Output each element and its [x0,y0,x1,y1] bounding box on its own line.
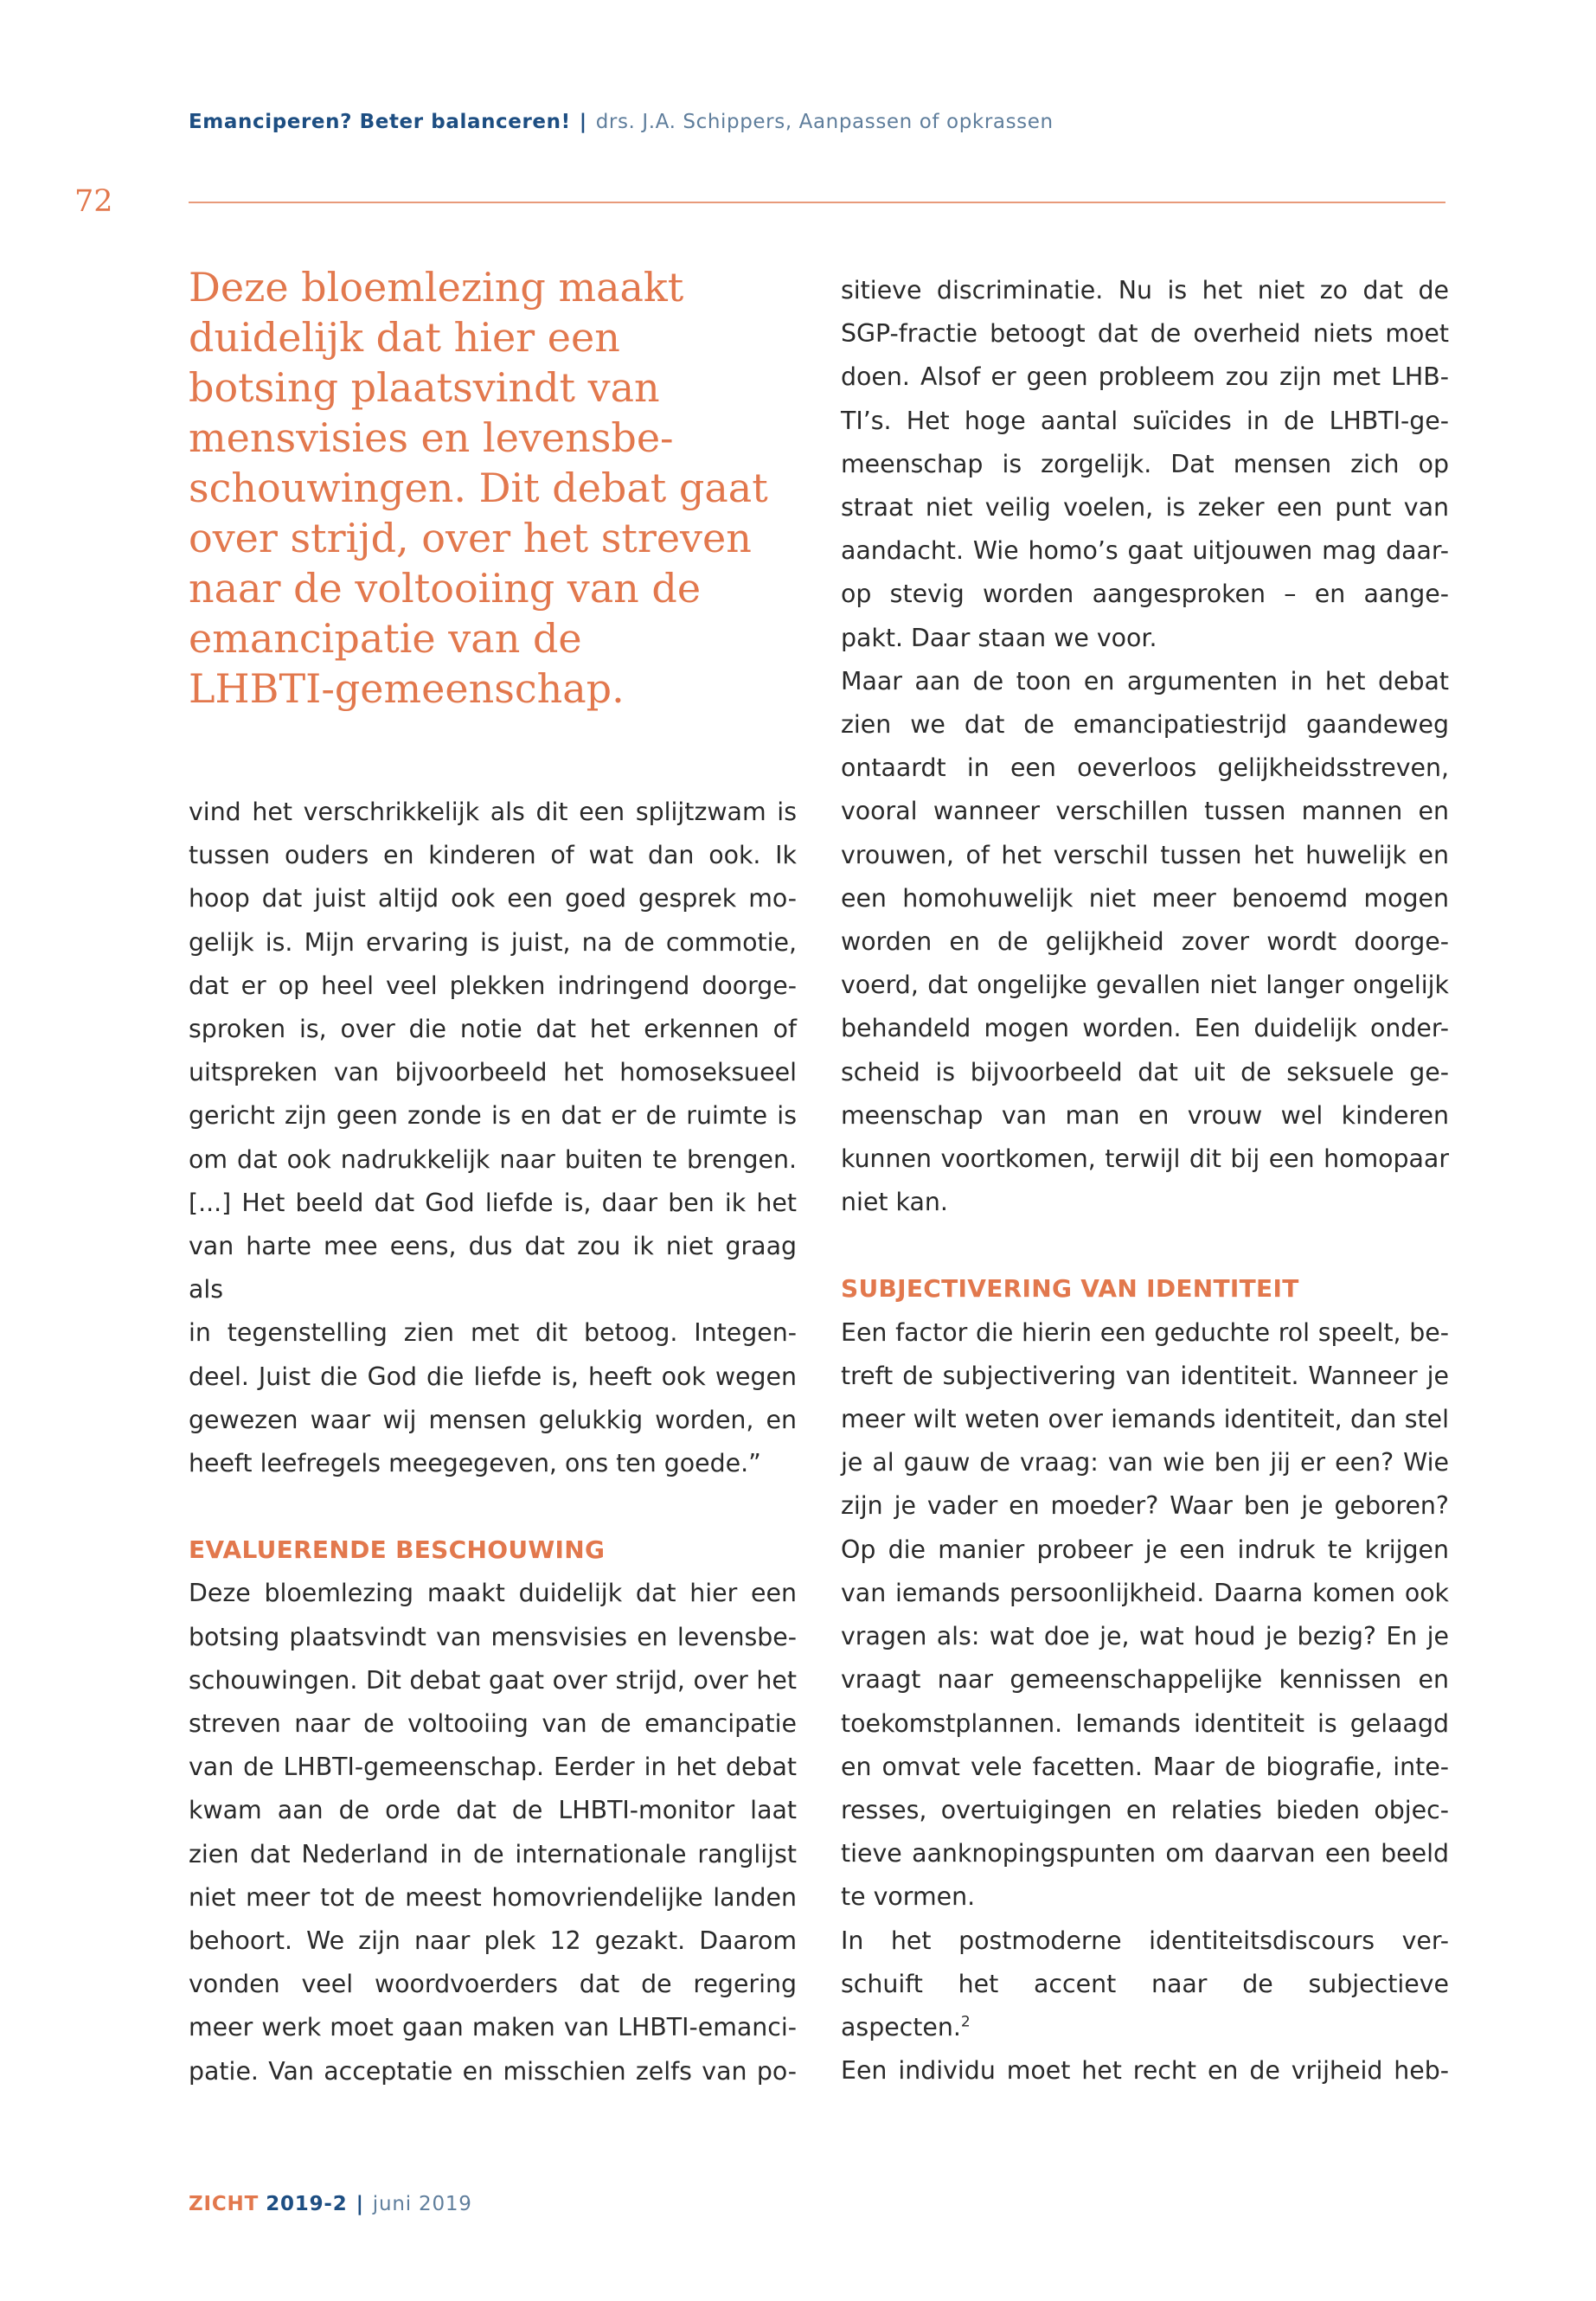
text-line: vooral wanneer verschillen tussen mannen en [841,797,1449,826]
text-line: van iemands persoonlijkheid. Daarna komen ook [841,1578,1449,1607]
text-line: Maar aan de toon en argumenten in het debat [841,666,1449,695]
pull-quote-line: botsing plaatsvindt van [189,364,660,411]
author-article: drs. J.A. Schippers, Aanpassen of opkrassen [595,111,1054,133]
text-line: deel. Juist die God die liefde is, heeft ook wegen [189,1362,797,1391]
text-line: zien dat Nederland in de internationale ranglijst [189,1839,797,1868]
text-line: meer werk moet gaan maken van LHBTI-emanci- [189,2013,797,2042]
text-line: kwam aan de orde dat de LHBTI-monitor laat [189,1796,797,1825]
series-title: Emanciperen? Beter balanceren! [189,111,571,133]
pull-quote [189,262,811,714]
text-line: Een individu moet het recht en de vrijheid heb- [841,2056,1449,2086]
paragraph [841,1920,1449,2093]
text-line: om dat ook nadrukkelijk naar buiten te brengen. [189,1144,797,1174]
text-line: van de LHBTI-gemeenschap. Eerder in het debat [189,1753,797,1782]
left-column [189,791,797,2093]
text-line-with-footnote [841,1963,1449,2049]
section-paragraph [189,1572,797,2093]
pull-quote-line: schouwingen. Dit debat gaat [189,465,768,511]
text-line: patie. Van acceptatie en misschien zelfs van po- [189,2056,797,2086]
text-line: te vormen. [841,1882,976,1912]
header-separator: | [579,111,587,133]
issue-number: 2019-2 [266,2193,348,2215]
footnote-ref[interactable]: 2 [960,2013,971,2031]
text-line: vraagt naar gemeenschappelijke kennissen en [841,1665,1449,1695]
paragraph [841,660,1449,1225]
paragraph [841,269,1449,660]
text-line: schouwingen. Dit debat gaat over strijd, over het [189,1665,797,1695]
text-line: treft de subjectivering van identiteit. Wanneer je [841,1361,1449,1390]
text-line: resses, overtuigingen en relaties bieden objec- [841,1795,1449,1824]
pull-quote-line: duidelijk dat hier een [189,314,620,361]
text-line: ontaardt in een oeverloos gelijkheidsstreven, [841,753,1449,783]
text-line: straat niet veilig voelen, is zeker een punt van [841,493,1449,522]
text-line: op stevig worden aangesproken – en aange- [841,580,1449,609]
text-line: Een factor die hierin een geduchte rol speelt, be- [841,1317,1449,1347]
pull-quote-line: naar de voltooiing van de [189,565,702,612]
quoted-statement [189,791,797,1485]
pull-quote-line: emancipatie van de [189,615,582,662]
pull-quote-line: over strijd, over het streven [189,515,752,561]
issue-date: juni 2019 [372,2193,472,2215]
text-line: Op die manier probeer je een indruk te krijgen [841,1535,1449,1564]
pull-quote-line: LHBTI-gemeenschap. [189,665,625,712]
text-line: dat er op heel veel plekken indringend doorge- [189,971,797,1000]
text-line: een homohuwelijk niet meer benoemd mogen [841,883,1449,913]
text-line: voerd, dat ongelijke gevallen niet langer ongelijk [841,971,1449,1000]
text-line: Deze bloemlezing maakt duidelijk dat hier een [189,1579,797,1608]
right-column [841,269,1449,2093]
text-line: gelijk is. Mijn ervaring is juist, na de commotie, [189,927,797,957]
text-line: niet kan. [841,1188,948,1217]
text-line: heeft leefregels meegegeven, ons ten goede.” [189,1449,761,1478]
section-heading-subjectivering-van-identiteit: SUBJECTIVERING VAN IDENTITEIT [841,1274,1299,1304]
text-line: en omvat vele facetten. Maar de biografie, inte- [841,1752,1449,1781]
text-segment: schuift het accent naar de subjectieve aspecten. [841,1969,1449,2041]
text-line: uitspreken van bijvoorbeeld het homoseksueel [189,1058,797,1087]
paragraph [841,1311,1449,1920]
text-line: behoort. We zijn naar plek 12 gezakt. Daarom [189,1926,797,1956]
text-line: behandeld mogen worden. Een duidelijk onder- [841,1014,1449,1043]
text-line: vrouwen, of het verschil tussen het huwelijk en [841,840,1449,869]
text-line: sproken is, over die notie dat het erkennen of [189,1015,797,1044]
text-line: kunnen voortkomen, terwijl dit bij een homopaar [841,1144,1449,1174]
text-line: zien we dat de emancipatiestrijd gaandeweg [841,710,1449,740]
text-line: van harte mee eens, dus dat zou ik niet graag als [189,1232,797,1304]
page-number: 72 [74,184,113,219]
text-line: tussen ouders en kinderen of wat dan ook. Ik [189,841,797,870]
text-line: worden en de gelijkheid zover wordt doorge- [841,927,1449,957]
text-line: zijn je vader en moeder? Waar ben je geboren? [841,1491,1449,1521]
text-line: gewezen waar wij mensen gelukkig worden, en [189,1405,797,1434]
text-line: in tegenstelling zien met dit betoog. Integen- [189,1318,797,1348]
text-line: SGP-fractie betoogt dat de overheid niets moet [841,319,1449,349]
text-line: pakt. Daar staan we voor. [841,623,1157,652]
text-line: hoop dat juist altijd ook een goed gesprek mo- [189,884,797,913]
text-line: vonden veel woordvoerders dat de regering [189,1970,797,1999]
magazine-name: ZICHT [189,2193,260,2215]
text-line: vind het verschrikkelijk als dit een splijtzwam is [189,798,797,826]
text-line: doen. Alsof er geen probleem zou zijn met LHB- [841,362,1449,392]
text-line: aandacht. Wie homo’s gaat uitjouwen mag daar- [841,536,1449,566]
text-line: meer wilt weten over iemands identiteit, dan stel [841,1405,1449,1434]
text-line: scheid is bijvoorbeeld dat uit de seksuele ge- [841,1057,1449,1086]
text-line: meenschap is zorgelijk. Dat mensen zich op [841,449,1449,478]
text-line: streven naar de voltooiing van de emancipatie [189,1709,797,1739]
text-line: niet meer tot de meest homovriendelijke landen [189,1882,797,1912]
header-divider [189,202,1445,203]
text-line: sitieve discriminatie. Nu is het niet zo dat de [841,276,1449,304]
text-line: TI’s. Het hoge aantal suïcides in de LHBTI-ge- [841,406,1449,435]
text-line: gericht zijn geen zonde is en dat er de ruimte is [189,1101,797,1131]
spacer [189,1485,797,1529]
section-heading-evaluerende-beschouwing: EVALUERENDE BESCHOUWING [189,1535,606,1565]
text-line: je al gauw de vraag: van wie ben jij er een? Wie [841,1448,1449,1477]
pull-quote-line: Deze bloemlezing maakt [189,264,684,311]
text-line: [...] Het beeld dat God liefde is, daar ben ik het [189,1188,797,1217]
page-footer [189,2193,472,2215]
footer-separator: | [356,2193,364,2215]
text-line: vragen als: wat doe je, wat houd je bezig? En je [841,1622,1449,1651]
text-line: toekomstplannen. Iemands identiteit is gelaagd [841,1708,1449,1738]
running-header [189,111,1054,133]
pull-quote-line: mensvisies en levensbe- [189,414,674,461]
spacer [841,1224,1449,1267]
text-line: In het postmoderne identiteitsdiscours ver- [841,1926,1449,1955]
text-line: meenschap van man en vrouw wel kinderen [841,1100,1449,1130]
text-line: tieve aanknopingspunten om daarvan een beeld [841,1839,1449,1868]
text-line: botsing plaatsvindt van mensvisies en levensbe- [189,1622,797,1651]
